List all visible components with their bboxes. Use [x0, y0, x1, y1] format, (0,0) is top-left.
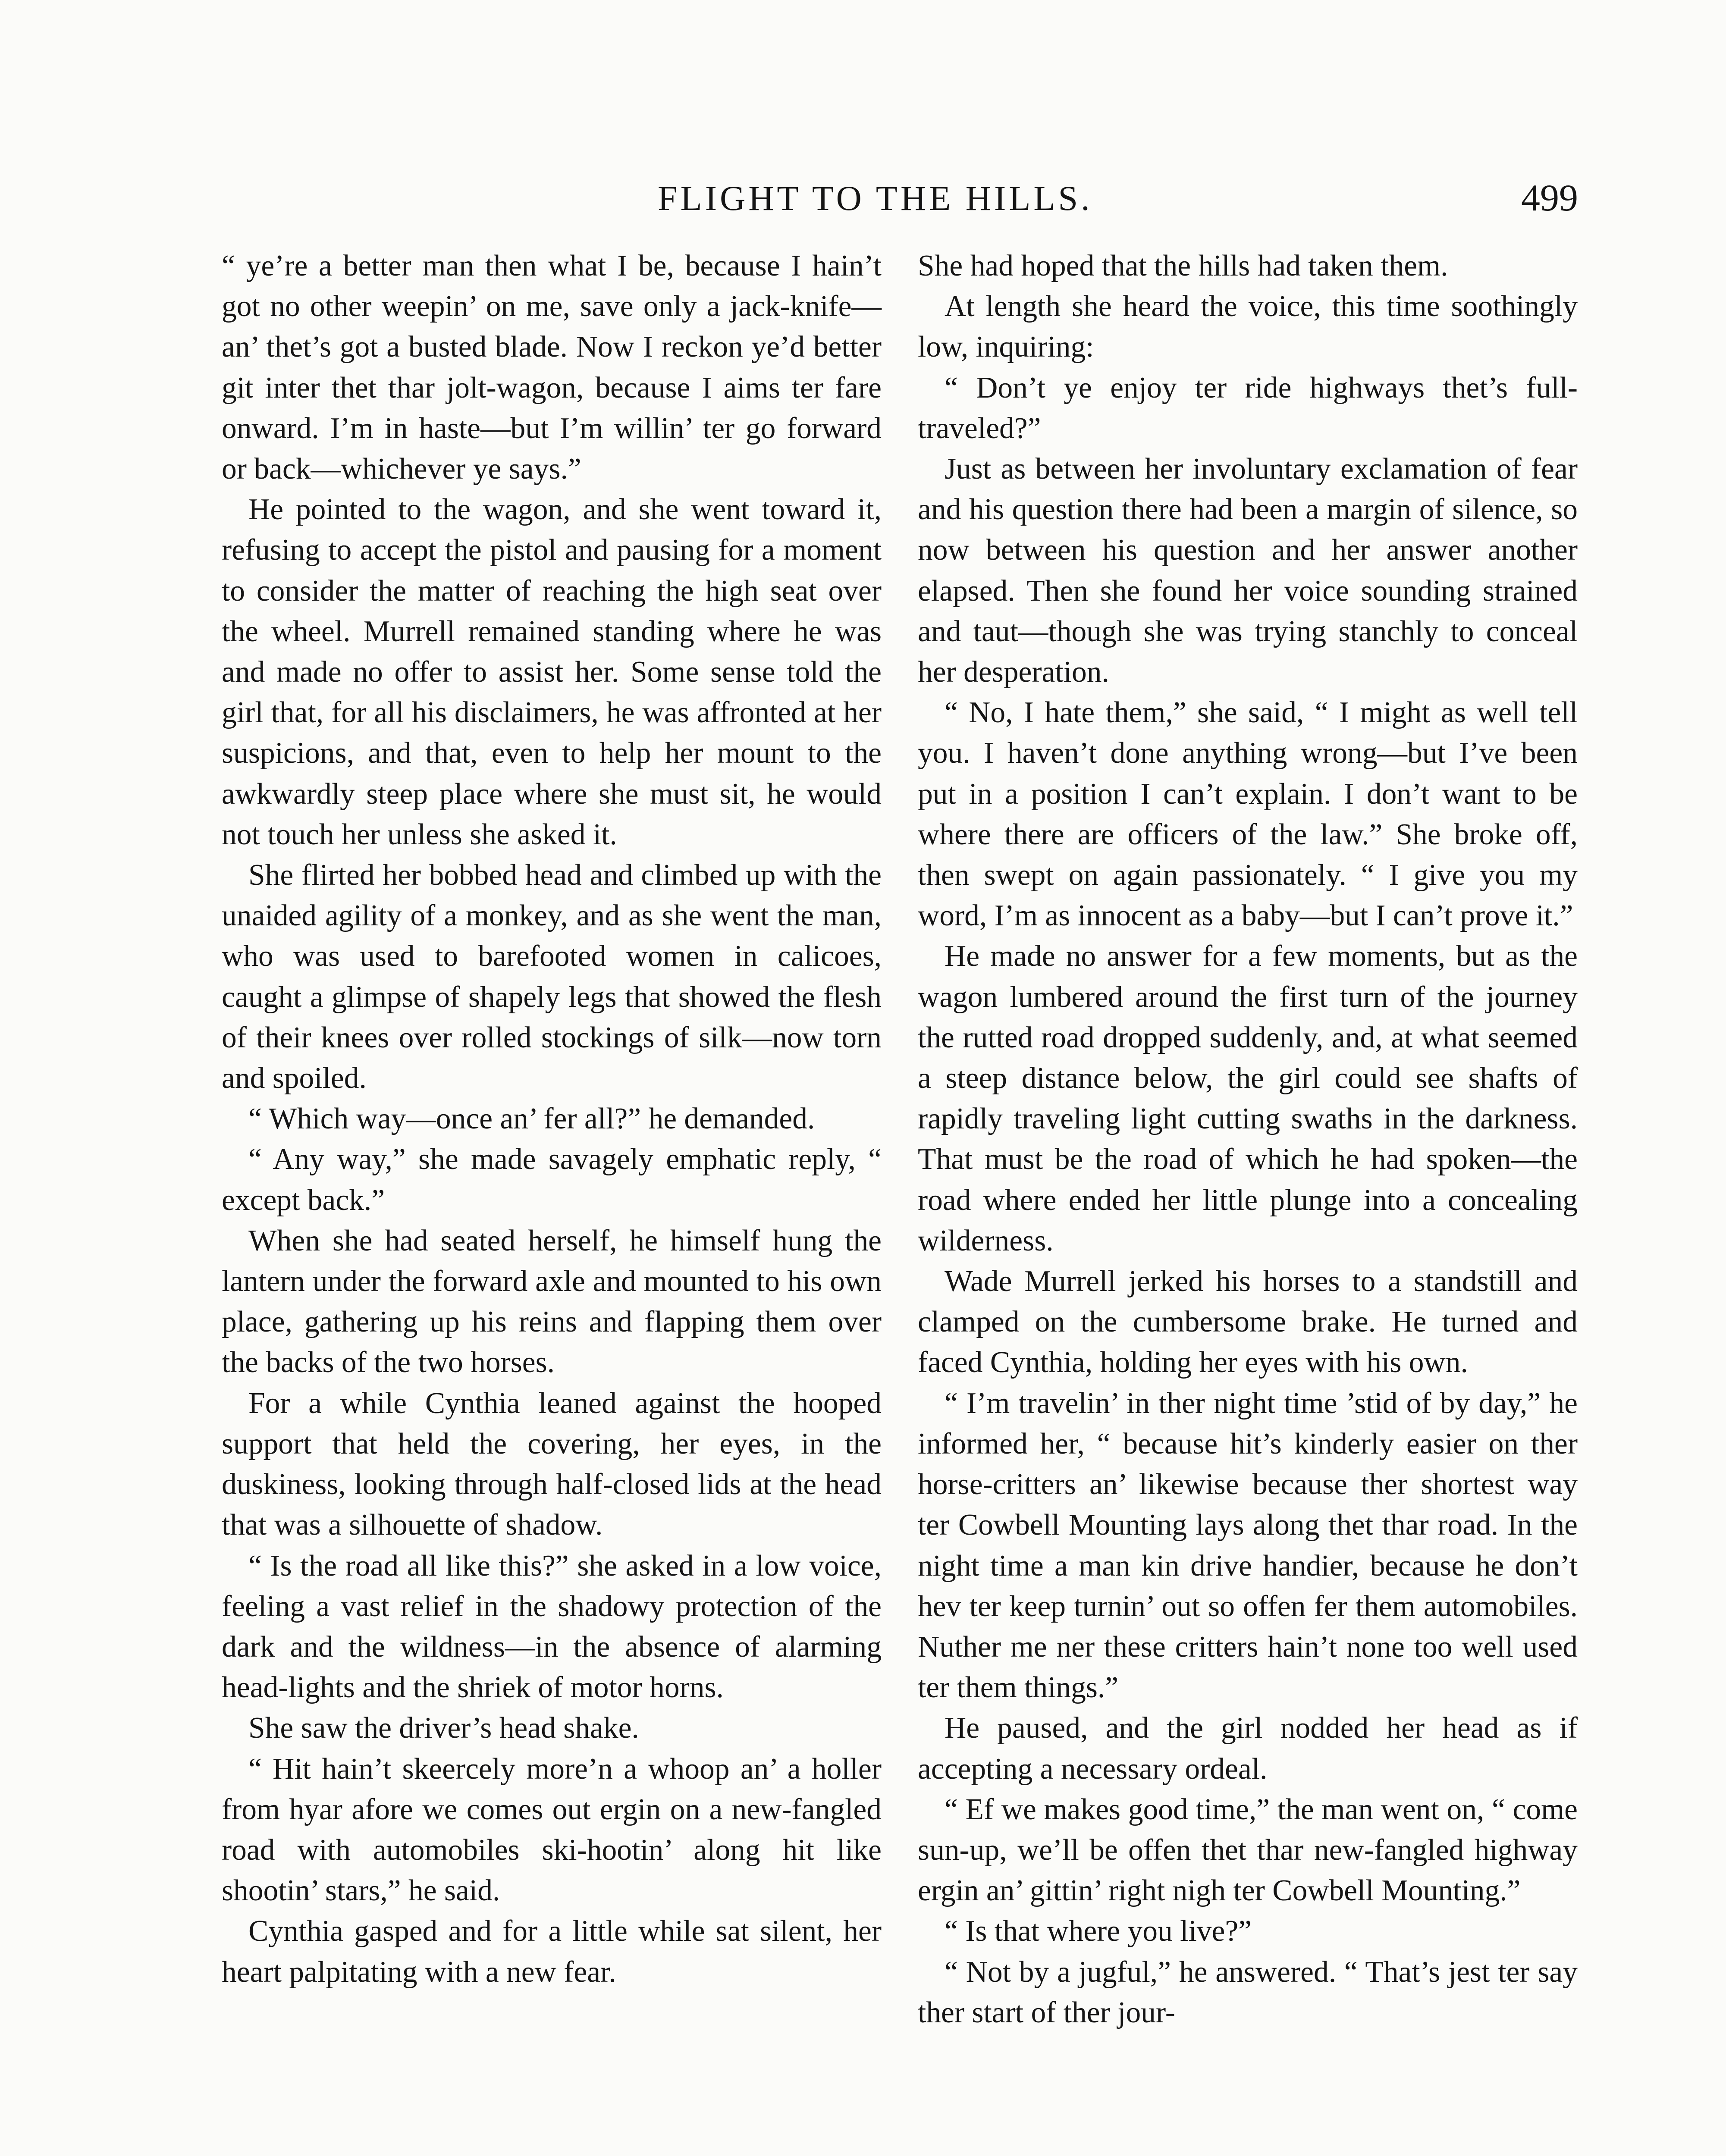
paragraph: “ ye’re a better man then what I be, because I hain’t got no other weepin’ on me, save only a jack-knife—an’ thet’s got a busted blade. Now I reckon ye’d better git inter thet thar jolt-wagon, because I aims ter fare onward. I’m in haste—but I’m willin’ ter go forward or back—whichever ye says.”	[222, 249, 882, 486]
paragraph: She flirted her bobbed head and climbed up with the unaided agility of a monkey, and as she went the man, who was used to barefooted women in calicoes, caught a glimpse of shapely legs that showed the flesh of their knees over rolled stockings of silk—now torn and spoiled.	[222, 859, 882, 1095]
left-text-column	[222, 246, 882, 1993]
paragraph: “ Which way—once an’ fer all?” he demanded.	[248, 1102, 815, 1136]
paragraph: She had hoped that the hills had taken them.	[918, 249, 1448, 282]
paragraph: “ Not by a jugful,” he answered. “ That’s jest ter say ther start of ther jour-	[918, 1955, 1578, 2029]
right-text-column	[918, 246, 1578, 2033]
paragraph: She saw the driver’s head shake.	[248, 1711, 639, 1745]
paragraph: Just as between her involuntary exclamation of fear and his question there had been a margin of silence, so now between his question and her answer another elapsed. Then she found her voice sounding strained and taut—though she was trying stanchly to conceal her desperation.	[918, 452, 1578, 689]
paragraph: Wade Murrell jerked his horses to a standstill and clamped on the cumbersome brake. He turned and faced Cynthia, holding her eyes with his own.	[918, 1265, 1578, 1379]
paragraph: Cynthia gasped and for a little while sat silent, her heart palpitating with a new fear.	[222, 1915, 882, 1989]
paragraph: “ No, I hate them,” she said, “ I might as well tell you. I haven’t done anything wrong—but I’ve been put in a position I can’t explain. I don’t want to be where there are officers of the law.” She broke off, then swept on again passionately. “ I give you my word, I’m as innocent as a baby—but I can’t prove it.”	[918, 696, 1578, 933]
paragraph: “ Is the road all like this?” she asked in a low voice, feeling a vast relief in the shadowy protection of the dark and the wildness—in the absence of alarming head-lights and the shriek of motor horns.	[222, 1549, 882, 1705]
page-number: 499	[1521, 177, 1578, 219]
running-title: FLIGHT TO THE HILLS.	[658, 179, 1093, 218]
paragraph: For a while Cynthia leaned against the hooped support that held the covering, her eyes, in the duskiness, looking through half-closed lids at the head that was a silhouette of shadow.	[222, 1386, 882, 1542]
paragraph: He pointed to the wagon, and she went toward it, refusing to accept the pistol and pausing for a moment to consider the matter of reaching the high seat over the wheel. Murrell remained standing where he was and made no offer to assist her. Some sense told the girl that, for all his disclaimers, he was affronted at her suspicions, and that, even to help her mount to the awkwardly steep place where she must sit, he would not touch her unless she asked it.	[222, 493, 882, 851]
paragraph: “ Hit hain’t skeercely more’n a whoop an’ a holler from hyar afore we comes out ergin on a new-fangled road with automobiles ski-hootin’ along hit like shootin’ stars,” he said.	[222, 1752, 882, 1908]
paragraph: “ I’m travelin’ in ther night time ’stid of by day,” he informed her, “ because hit’s kinderly easier on ther horse-critters an’ likewise because ther shortest way ter Cowbell Mounting lays along thet thar road. In the night time a man kin drive handier, because he don’t hev ter keep turnin’ out so offen fer them automobiles. Nuther me ner these critters hain’t none too well used ter them things.”	[918, 1386, 1578, 1705]
paragraph: “ Is that where you live?”	[945, 1915, 1252, 1948]
paragraph: “ Don’t ye enjoy ter ride highways thet’s full-traveled?”	[918, 371, 1578, 445]
paragraph: He made no answer for a few moments, but as the wagon lumbered around the first turn of the journey the rutted road dropped suddenly, and, at what seemed a steep distance below, the girl could see shafts of rapidly traveling light cutting swaths in the darkness. That must be the road of which he had spoken—the road where ended her little plunge into a concealing wilderness.	[918, 940, 1578, 1257]
page-header	[0, 175, 1726, 222]
paragraph: When she had seated herself, he himself hung the lantern under the forward axle and mounted to his own place, gathering up his reins and flapping them over the backs of the two horses.	[222, 1224, 882, 1379]
paragraph: “ Ef we makes good time,” the man went on, “ come sun-up, we’ll be offen thet thar new-fangled highway ergin an’ gittin’ right nigh ter Cowbell Mounting.”	[918, 1792, 1578, 1908]
paragraph: “ Any way,” she made savagely emphatic reply, “ except back.”	[222, 1143, 882, 1217]
paragraph: He paused, and the girl nodded her head as if accepting a necessary ordeal.	[918, 1711, 1578, 1786]
paragraph: At length she heard the voice, this time soothingly low, inquiring:	[918, 290, 1578, 364]
